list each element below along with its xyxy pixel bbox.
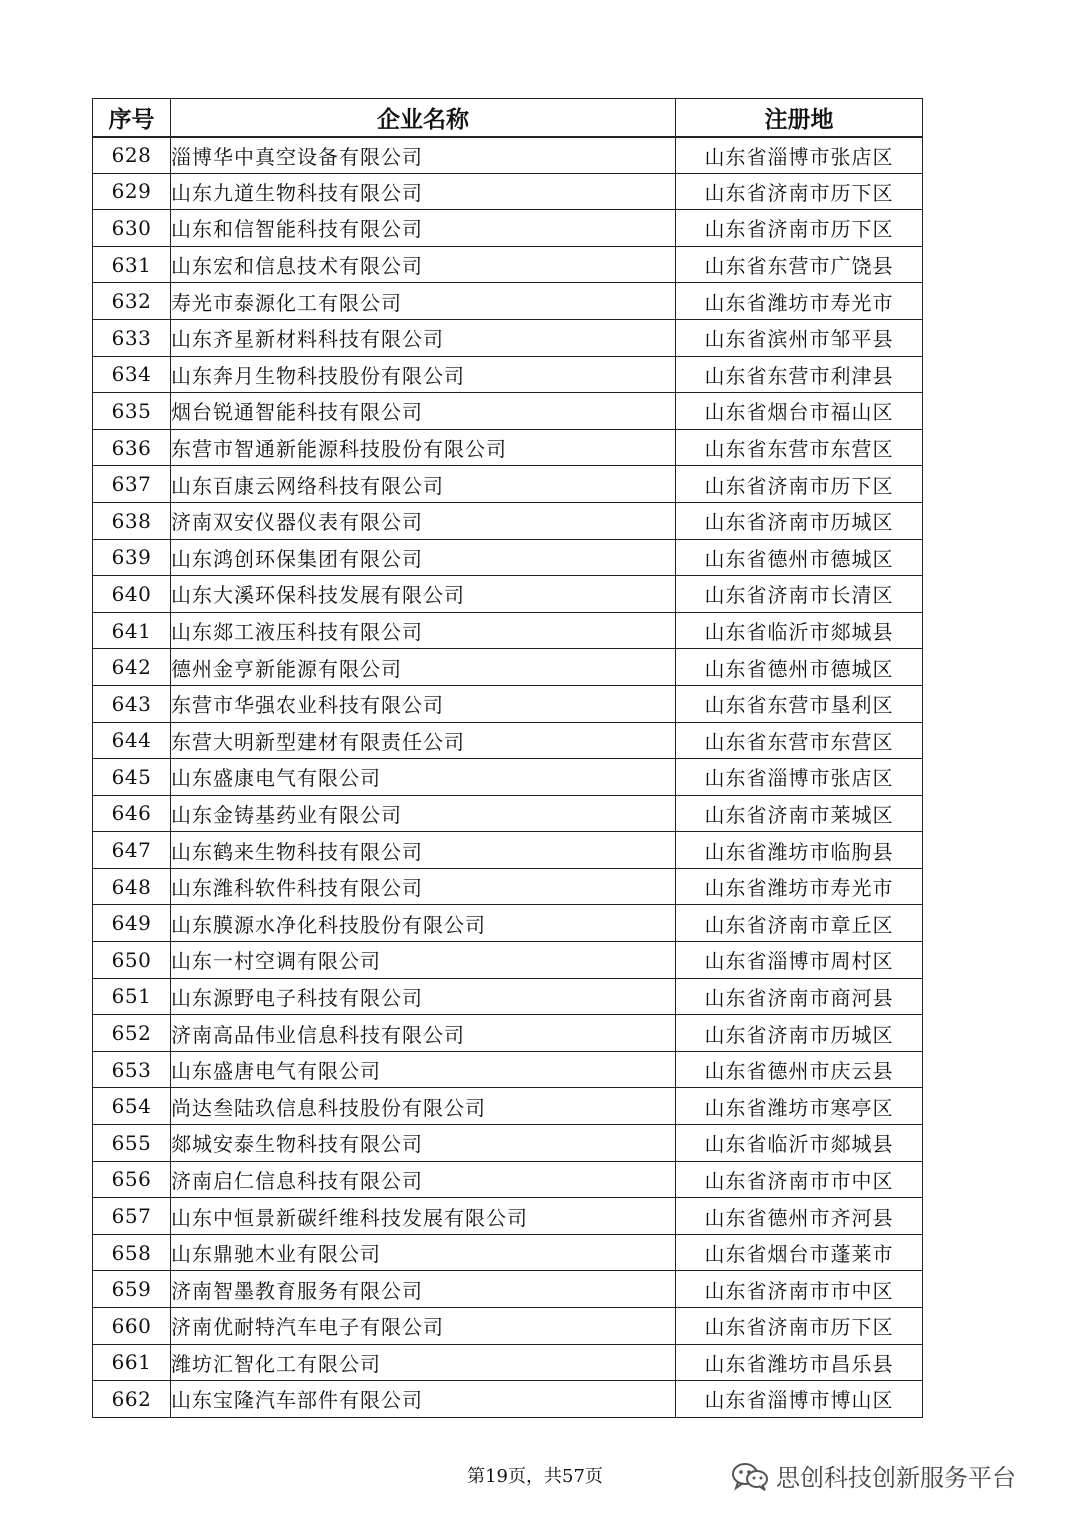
table-row	[93, 832, 923, 869]
row-seq: 642	[93, 649, 171, 686]
row-company-name: 东营市华强农业科技有限公司	[171, 685, 676, 722]
row-seq: 635	[93, 393, 171, 430]
row-registered-place: 山东省临沂市郯城县	[676, 1125, 923, 1162]
row-registered-place: 山东省淄博市周村区	[676, 942, 923, 979]
row-seq: 645	[93, 759, 171, 796]
row-seq: 661	[93, 1344, 171, 1381]
row-company-name: 山东和信智能科技有限公司	[171, 210, 676, 247]
row-seq: 631	[93, 246, 171, 283]
row-registered-place: 山东省东营市东营区	[676, 429, 923, 466]
row-seq: 655	[93, 1125, 171, 1162]
row-registered-place: 山东省淄博市张店区	[676, 137, 923, 174]
row-company-name: 济南高品伟业信息科技有限公司	[171, 1015, 676, 1052]
table-row	[93, 1015, 923, 1052]
row-registered-place: 山东省济南市历下区	[676, 173, 923, 210]
row-seq: 630	[93, 210, 171, 247]
row-company-name: 郯城安泰生物科技有限公司	[171, 1125, 676, 1162]
table-header-row	[93, 99, 923, 137]
row-company-name: 德州金亨新能源有限公司	[171, 649, 676, 686]
header-company-name: 企业名称	[171, 99, 676, 137]
row-company-name: 济南启仁信息科技有限公司	[171, 1161, 676, 1198]
row-registered-place: 山东省东营市东营区	[676, 722, 923, 759]
row-seq: 651	[93, 978, 171, 1015]
row-company-name: 山东盛唐电气有限公司	[171, 1051, 676, 1088]
row-company-name: 山东金铸基药业有限公司	[171, 795, 676, 832]
table-row	[93, 759, 923, 796]
row-seq: 650	[93, 942, 171, 979]
row-seq: 654	[93, 1088, 171, 1125]
row-company-name: 山东鼎驰木业有限公司	[171, 1234, 676, 1271]
table-row	[93, 905, 923, 942]
row-company-name: 济南双安仪器仪表有限公司	[171, 502, 676, 539]
row-registered-place: 山东省济南市市中区	[676, 1271, 923, 1308]
row-registered-place: 山东省德州市庆云县	[676, 1051, 923, 1088]
row-registered-place: 山东省济南市历城区	[676, 1015, 923, 1052]
table-row	[93, 795, 923, 832]
table-row	[93, 1088, 923, 1125]
table-row	[93, 502, 923, 539]
row-seq: 659	[93, 1271, 171, 1308]
table-row	[93, 429, 923, 466]
table-row	[93, 173, 923, 210]
table-row	[93, 1381, 923, 1418]
row-registered-place: 山东省德州市德城区	[676, 649, 923, 686]
row-seq: 643	[93, 685, 171, 722]
watermark	[730, 1458, 1016, 1493]
row-registered-place: 山东省淄博市博山区	[676, 1381, 923, 1418]
company-table	[92, 98, 923, 1418]
row-registered-place: 山东省济南市历城区	[676, 502, 923, 539]
row-registered-place: 山东省济南市长清区	[676, 576, 923, 613]
row-registered-place: 山东省滨州市邹平县	[676, 319, 923, 356]
row-registered-place: 山东省东营市利津县	[676, 356, 923, 393]
header-seq: 序号	[93, 99, 171, 137]
table-row	[93, 466, 923, 503]
row-company-name: 山东盛康电气有限公司	[171, 759, 676, 796]
table-row	[93, 319, 923, 356]
row-registered-place: 山东省潍坊市临朐县	[676, 832, 923, 869]
table-row	[93, 685, 923, 722]
row-registered-place: 山东省济南市历下区	[676, 1308, 923, 1345]
row-seq: 633	[93, 319, 171, 356]
row-seq: 649	[93, 905, 171, 942]
table-row	[93, 356, 923, 393]
row-registered-place: 山东省东营市垦利区	[676, 685, 923, 722]
page-number: 第19页，共57页	[467, 1466, 603, 1487]
row-seq: 648	[93, 868, 171, 905]
row-registered-place: 山东省临沂市郯城县	[676, 612, 923, 649]
table-row	[93, 1344, 923, 1381]
table-row	[93, 1198, 923, 1235]
watermark-text: 思创科技创新服务平台	[776, 1464, 1016, 1492]
row-seq: 634	[93, 356, 171, 393]
table-row	[93, 539, 923, 576]
row-seq: 637	[93, 466, 171, 503]
row-company-name: 山东奔月生物科技股份有限公司	[171, 356, 676, 393]
row-registered-place: 山东省济南市章丘区	[676, 905, 923, 942]
row-registered-place: 山东省烟台市蓬莱市	[676, 1234, 923, 1271]
row-company-name: 济南优耐特汽车电子有限公司	[171, 1308, 676, 1345]
row-registered-place: 山东省潍坊市寿光市	[676, 283, 923, 320]
table-row	[93, 978, 923, 1015]
row-company-name: 淄博华中真空设备有限公司	[171, 137, 676, 174]
row-company-name: 山东齐星新材料科技有限公司	[171, 319, 676, 356]
row-seq: 641	[93, 612, 171, 649]
table-row	[93, 393, 923, 430]
table-row	[93, 1051, 923, 1088]
row-company-name: 潍坊汇智化工有限公司	[171, 1344, 676, 1381]
table-row	[93, 612, 923, 649]
table-row	[93, 137, 923, 174]
row-company-name: 寿光市泰源化工有限公司	[171, 283, 676, 320]
table-body	[93, 137, 923, 1418]
row-seq: 656	[93, 1161, 171, 1198]
row-seq: 644	[93, 722, 171, 759]
row-company-name: 烟台锐通智能科技有限公司	[171, 393, 676, 430]
row-registered-place: 山东省济南市历下区	[676, 210, 923, 247]
table-row	[93, 1161, 923, 1198]
row-seq: 629	[93, 173, 171, 210]
row-seq: 632	[93, 283, 171, 320]
table-row	[93, 576, 923, 613]
row-seq: 658	[93, 1234, 171, 1271]
row-seq: 653	[93, 1051, 171, 1088]
row-company-name: 山东鹤来生物科技有限公司	[171, 832, 676, 869]
table-row	[93, 1271, 923, 1308]
row-registered-place: 山东省烟台市福山区	[676, 393, 923, 430]
row-company-name: 东营市智通新能源科技股份有限公司	[171, 429, 676, 466]
table-row	[93, 1308, 923, 1345]
row-seq: 636	[93, 429, 171, 466]
row-registered-place: 山东省潍坊市寒亭区	[676, 1088, 923, 1125]
row-company-name: 山东源野电子科技有限公司	[171, 978, 676, 1015]
table-row	[93, 1234, 923, 1271]
row-seq: 640	[93, 576, 171, 613]
row-company-name: 山东膜源水净化科技股份有限公司	[171, 905, 676, 942]
table-row	[93, 868, 923, 905]
row-seq: 639	[93, 539, 171, 576]
row-registered-place: 山东省济南市市中区	[676, 1161, 923, 1198]
row-seq: 628	[93, 137, 171, 174]
row-company-name: 山东郯工液压科技有限公司	[171, 612, 676, 649]
row-seq: 657	[93, 1198, 171, 1235]
table-row	[93, 210, 923, 247]
table-row	[93, 649, 923, 686]
row-company-name: 东营大明新型建材有限责任公司	[171, 722, 676, 759]
row-seq: 646	[93, 795, 171, 832]
row-registered-place: 山东省济南市莱城区	[676, 795, 923, 832]
row-company-name: 山东大溪环保科技发展有限公司	[171, 576, 676, 613]
row-company-name: 山东潍科软件科技有限公司	[171, 868, 676, 905]
row-registered-place: 山东省济南市历下区	[676, 466, 923, 503]
row-registered-place: 山东省潍坊市昌乐县	[676, 1344, 923, 1381]
row-registered-place: 山东省德州市齐河县	[676, 1198, 923, 1235]
row-company-name: 济南智墨教育服务有限公司	[171, 1271, 676, 1308]
row-company-name: 山东鸿创环保集团有限公司	[171, 539, 676, 576]
row-seq: 638	[93, 502, 171, 539]
row-company-name: 山东中恒景新碳纤维科技发展有限公司	[171, 1198, 676, 1235]
row-company-name: 山东宝隆汽车部件有限公司	[171, 1381, 676, 1418]
row-seq: 647	[93, 832, 171, 869]
row-registered-place: 山东省潍坊市寿光市	[676, 868, 923, 905]
header-registered-place: 注册地	[676, 99, 923, 137]
row-company-name: 山东九道生物科技有限公司	[171, 173, 676, 210]
row-seq: 652	[93, 1015, 171, 1052]
row-company-name: 山东一村空调有限公司	[171, 942, 676, 979]
row-company-name: 山东宏和信息技术有限公司	[171, 246, 676, 283]
row-registered-place: 山东省济南市商河县	[676, 978, 923, 1015]
row-registered-place: 山东省东营市广饶县	[676, 246, 923, 283]
wechat-icon	[730, 1461, 770, 1491]
row-seq: 662	[93, 1381, 171, 1418]
row-registered-place: 山东省德州市德城区	[676, 539, 923, 576]
row-company-name: 尚达叁陆玖信息科技股份有限公司	[171, 1088, 676, 1125]
table-row	[93, 283, 923, 320]
table-row	[93, 722, 923, 759]
table-row	[93, 1125, 923, 1162]
row-registered-place: 山东省淄博市张店区	[676, 759, 923, 796]
row-seq: 660	[93, 1308, 171, 1345]
row-company-name: 山东百康云网络科技有限公司	[171, 466, 676, 503]
table-row	[93, 246, 923, 283]
table-row	[93, 942, 923, 979]
